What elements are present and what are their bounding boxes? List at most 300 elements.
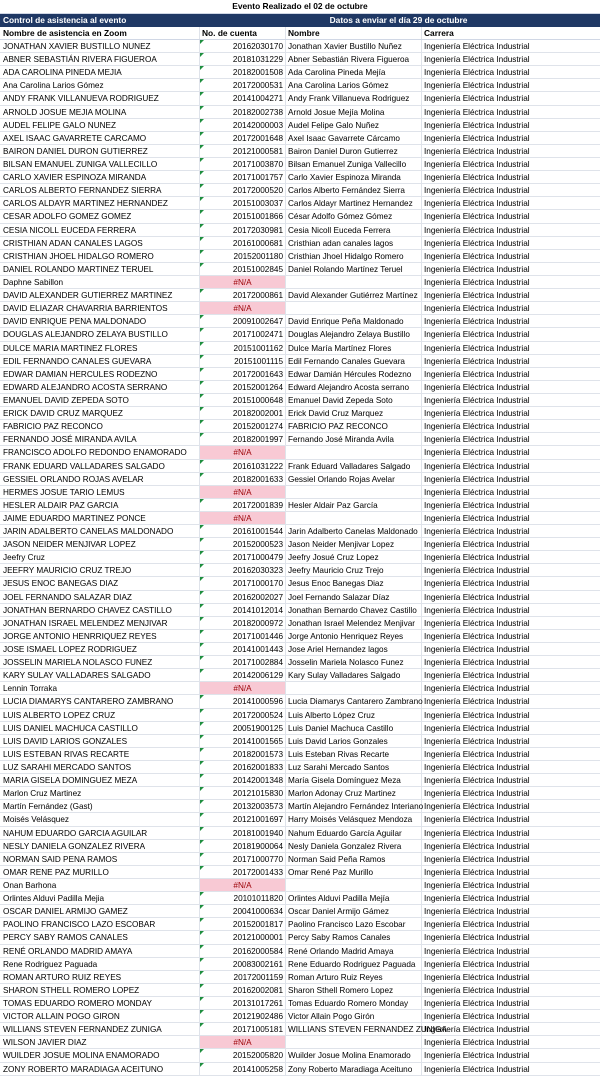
cell-account-number[interactable]: 20172001159 xyxy=(200,971,286,983)
cell-zoom-name[interactable]: Orlintes Alduvi Padilla Mejia xyxy=(0,892,200,904)
cell-account-number[interactable]: 20091002647 xyxy=(200,315,286,327)
cell-name[interactable]: Jeefry Josué Cruz Lopez xyxy=(286,551,422,563)
cell-name[interactable]: Edwar Damián Hércules Rodezno xyxy=(286,368,422,380)
cell-account-number[interactable]: 20141012014 xyxy=(200,604,286,616)
cell-career[interactable]: Ingeniería Eléctrica Industrial xyxy=(424,802,530,812)
cell-name[interactable]: María Gisela Domínguez Meza xyxy=(286,774,422,786)
cell-name[interactable]: FABRICIO PAZ RECONCO xyxy=(286,420,422,432)
cell-zoom-name[interactable]: WILSON JAVIER DIAZ xyxy=(0,1036,200,1048)
cell-name[interactable]: Josselin Mariela Nolasco Funez xyxy=(286,656,422,668)
cell-zoom-name[interactable]: RENÉ ORLANDO MADRID AMAYA xyxy=(0,945,200,957)
cell-zoom-name[interactable]: CARLO XAVIER ESPINOZA MIRANDA xyxy=(0,171,200,183)
cell-career[interactable]: Ingeniería Eléctrica Industrial xyxy=(424,776,530,786)
cell-account-number[interactable]: 20141001443 xyxy=(200,643,286,655)
cell-zoom-name[interactable]: GESSIEL ORLANDO ROJAS AVELAR xyxy=(0,473,200,485)
cell-account-number[interactable]: #N/A xyxy=(200,446,286,458)
cell-name[interactable] xyxy=(286,486,422,498)
cell-career[interactable]: Ingeniería Eléctrica Industrial xyxy=(424,658,530,668)
cell-zoom-name[interactable]: Lennin Torraka xyxy=(0,682,200,694)
cell-zoom-name[interactable]: FABRICIO PAZ RECONCO xyxy=(0,420,200,432)
cell-zoom-name[interactable]: TOMAS EDUARDO ROMERO MONDAY xyxy=(0,997,200,1009)
cell-career[interactable]: Ingeniería Eléctrica Industrial xyxy=(424,867,530,877)
cell-career[interactable]: Ingeniería Eléctrica Industrial xyxy=(424,448,530,458)
cell-zoom-name[interactable]: JOEL FERNANDO SALAZAR DIAZ xyxy=(0,591,200,603)
cell-name[interactable]: Daniel Rolando Martínez Teruel xyxy=(286,263,422,275)
cell-zoom-name[interactable]: LUIS ESTEBAN RIVAS RECARTE xyxy=(0,748,200,760)
cell-zoom-name[interactable]: JARIN ADALBERTO CANELAS MALDONADO xyxy=(0,525,200,537)
cell-zoom-name[interactable]: JASON NEIDER MENJIVAR LOPEZ xyxy=(0,538,200,550)
cell-name[interactable]: Jonathan Xavier Bustillo Nuñez xyxy=(286,40,422,52)
cell-zoom-name[interactable]: JESUS ENOC BANEGAS DIAZ xyxy=(0,577,200,589)
cell-career[interactable]: Ingeniería Eléctrica Industrial xyxy=(424,55,530,65)
cell-zoom-name[interactable]: HESLER ALDAIR PAZ GARCIA xyxy=(0,499,200,511)
cell-account-number[interactable]: 20083002161 xyxy=(200,958,286,970)
cell-career[interactable]: Ingeniería Eléctrica Industrial xyxy=(424,186,530,196)
cell-zoom-name[interactable]: CRISTHIAN ADAN CANALES LAGOS xyxy=(0,237,200,249)
cell-account-number[interactable]: 20161031222 xyxy=(200,460,286,472)
cell-account-number[interactable]: 20132003573 xyxy=(200,800,286,812)
cell-account-number[interactable]: 20182001573 xyxy=(200,748,286,760)
cell-account-number[interactable]: 20121001697 xyxy=(200,813,286,825)
cell-career[interactable]: Ingeniería Eléctrica Industrial xyxy=(424,723,530,733)
cell-account-number[interactable]: 20151001115 xyxy=(200,355,286,367)
cell-career[interactable]: Ingeniería Eléctrica Industrial xyxy=(424,907,530,917)
cell-career[interactable]: Ingeniería Eléctrica Industrial xyxy=(424,461,530,471)
cell-zoom-name[interactable]: Moisés Velásquez xyxy=(0,813,200,825)
cell-account-number[interactable]: 20142001348 xyxy=(200,774,286,786)
cell-name[interactable]: Fernando José Miranda Avila xyxy=(286,433,422,445)
cell-account-number[interactable]: 20171002884 xyxy=(200,656,286,668)
cell-account-number[interactable]: 20172000524 xyxy=(200,709,286,721)
cell-zoom-name[interactable]: FRANK EDUARD VALLADARES SALGADO xyxy=(0,460,200,472)
cell-zoom-name[interactable]: LUCIA DIAMARYS CANTARERO ZAMBRANO xyxy=(0,695,200,707)
cell-career[interactable]: Ingeniería Eléctrica Industrial xyxy=(424,81,530,91)
cell-zoom-name[interactable]: NESLY DANIELA GONZALEZ RIVERA xyxy=(0,840,200,852)
cell-name[interactable]: Cesia Nicoll Euceda Ferrera xyxy=(286,224,422,236)
cell-name[interactable]: Jarin Adalberto Canelas Maldonado xyxy=(286,525,422,537)
cell-zoom-name[interactable]: EDWARD ALEJANDRO ACOSTA SERRANO xyxy=(0,381,200,393)
cell-zoom-name[interactable]: Ana Carolina Larios Gómez xyxy=(0,79,200,91)
cell-career[interactable]: Ingeniería Eléctrica Industrial xyxy=(424,474,530,484)
cell-name[interactable]: Martín Alejandro Fernández Interiano xyxy=(288,802,424,812)
cell-career[interactable]: Ingeniería Eléctrica Industrial xyxy=(424,264,530,274)
cell-name[interactable]: Roman Arturo Ruiz Reyes xyxy=(286,971,422,983)
cell-career[interactable]: Ingeniería Eléctrica Industrial xyxy=(424,749,530,759)
cell-account-number[interactable]: 20131017261 xyxy=(200,997,286,1009)
cell-zoom-name[interactable]: EDWAR DAMIAN HERCULES RODEZNO xyxy=(0,368,200,380)
cell-name[interactable]: Norman Said Peña Ramos xyxy=(286,853,422,865)
cell-name[interactable] xyxy=(286,1036,422,1048)
cell-zoom-name[interactable]: OMAR RENE PAZ MURILLO xyxy=(0,866,200,878)
cell-career[interactable]: Ingeniería Eléctrica Industrial xyxy=(424,409,530,419)
cell-name[interactable]: Rene Eduardo Rodriguez Paguada xyxy=(286,958,422,970)
cell-career[interactable]: Ingeniería Eléctrica Industrial xyxy=(424,854,530,864)
cell-career[interactable]: Ingeniería Eléctrica Industrial xyxy=(424,133,530,143)
cell-zoom-name[interactable]: OSCAR DANIEL ARMIJO GAMEZ xyxy=(0,905,200,917)
cell-name[interactable]: David Alexander Gutiérrez Martínez xyxy=(286,289,422,301)
cell-zoom-name[interactable]: DOUGLAS ALEJANDRO ZELAYA BUSTILLO xyxy=(0,328,200,340)
cell-account-number[interactable]: 20041000634 xyxy=(200,905,286,917)
cell-account-number[interactable]: 20162001833 xyxy=(200,761,286,773)
cell-zoom-name[interactable]: PAOLINO FRANCISCO LAZO ESCOBAR xyxy=(0,918,200,930)
cell-account-number[interactable]: #N/A xyxy=(200,879,286,891)
cell-career[interactable]: Ingeniería Eléctrica Industrial xyxy=(424,631,530,641)
cell-career[interactable]: Ingeniería Eléctrica Industrial xyxy=(424,998,530,1008)
cell-zoom-name[interactable]: JONATHAN BERNARDO CHAVEZ CASTILLO xyxy=(0,604,200,616)
cell-zoom-name[interactable]: BILSAN EMANUEL ZUNIGA VALLECILLO xyxy=(0,158,200,170)
cell-account-number[interactable]: 20181031229 xyxy=(200,53,286,65)
cell-name[interactable]: Zony Roberto Maradiaga Aceituno xyxy=(286,1063,422,1075)
cell-career[interactable]: Ingeniería Eléctrica Industrial xyxy=(424,697,530,707)
cell-account-number[interactable]: 20162000584 xyxy=(200,945,286,957)
cell-zoom-name[interactable]: NAHUM EDUARDO GARCIA AGUILAR xyxy=(0,827,200,839)
cell-name[interactable]: Luis Alberto López Cruz xyxy=(286,709,422,721)
cell-name[interactable]: Abner Sebastián Rivera Figueroa xyxy=(286,53,422,65)
cell-career[interactable]: Ingeniería Eléctrica Industrial xyxy=(424,94,530,104)
cell-account-number[interactable]: 20182002001 xyxy=(200,407,286,419)
cell-zoom-name[interactable]: MARIA GISELA DOMINGUEZ MEZA xyxy=(0,774,200,786)
column-header-career[interactable]: Carrera xyxy=(424,28,454,38)
cell-name[interactable]: Oscar Daniel Armijo Gámez xyxy=(286,905,422,917)
cell-career[interactable]: Ingeniería Eléctrica Industrial xyxy=(424,238,530,248)
cell-account-number[interactable]: 20161001544 xyxy=(200,525,286,537)
cell-name[interactable]: Frank Eduard Valladares Salgado xyxy=(286,460,422,472)
cell-account-number[interactable]: 20162030323 xyxy=(200,564,286,576)
cell-account-number[interactable]: 20181900064 xyxy=(200,840,286,852)
cell-name[interactable] xyxy=(286,302,422,314)
cell-name[interactable]: Jeefry Mauricio Cruz Trejo xyxy=(286,564,422,576)
cell-name[interactable]: Nahum Eduardo García Aguilar xyxy=(286,827,422,839)
cell-career[interactable]: Ingeniería Eléctrica Industrial xyxy=(424,382,530,392)
cell-account-number[interactable]: 20101011820 xyxy=(200,892,286,904)
cell-career[interactable]: Ingeniería Eléctrica Industrial xyxy=(424,553,530,563)
cell-career[interactable]: Ingeniería Eléctrica Industrial xyxy=(424,343,530,353)
cell-career[interactable]: Ingeniería Eléctrica Industrial xyxy=(424,763,530,773)
cell-account-number[interactable]: 20141001565 xyxy=(200,735,286,747)
cell-zoom-name[interactable]: BAIRON DANIEL DURON GUTIERREZ xyxy=(0,145,200,157)
cell-zoom-name[interactable]: JONATHAN ISRAEL MELENDEZ MENJIVAR xyxy=(0,617,200,629)
cell-career[interactable]: Ingeniería Eléctrica Industrial xyxy=(424,671,530,681)
cell-career[interactable]: Ingeniería Eléctrica Industrial xyxy=(424,710,530,720)
cell-zoom-name[interactable]: AUDEL FELIPE GALO NUNEZ xyxy=(0,119,200,131)
cell-career[interactable]: Ingeniería Eléctrica Industrial xyxy=(424,291,530,301)
cell-name[interactable]: Jesus Enoc Banegas Diaz xyxy=(286,577,422,589)
cell-career[interactable]: Ingeniería Eléctrica Industrial xyxy=(424,920,530,930)
cell-name[interactable]: Carlos Aldayr Martinez Hernandez xyxy=(286,197,422,209)
cell-zoom-name[interactable]: JOSSELIN MARIELA NOLASCO FUNEZ xyxy=(0,656,200,668)
cell-account-number[interactable]: 20151002845 xyxy=(200,263,286,275)
cell-name[interactable]: Cristhian Jhoel Hidalgo Romero xyxy=(286,250,422,262)
cell-account-number[interactable]: 20172000520 xyxy=(200,184,286,196)
cell-account-number[interactable]: 20181001940 xyxy=(200,827,286,839)
cell-career[interactable]: Ingeniería Eléctrica Industrial xyxy=(424,540,530,550)
cell-zoom-name[interactable]: Marlon Cruz Martinez xyxy=(0,787,200,799)
cell-account-number[interactable]: 20171000770 xyxy=(200,853,286,865)
cell-zoom-name[interactable]: SHARON STHELL ROMERO LOPEZ xyxy=(0,984,200,996)
cell-career[interactable]: Ingeniería Eléctrica Industrial xyxy=(424,894,530,904)
cell-career[interactable]: Ingeniería Eléctrica Industrial xyxy=(424,959,530,969)
cell-name[interactable]: Paolino Francisco Lazo Escobar xyxy=(286,918,422,930)
cell-name[interactable]: Jason Neider Menjivar Lopez xyxy=(286,538,422,550)
cell-career[interactable]: Ingeniería Eléctrica Industrial xyxy=(424,68,530,78)
cell-account-number[interactable]: 20182001508 xyxy=(200,66,286,78)
cell-zoom-name[interactable]: ANDY FRANK VILLANUEVA RODRIGUEZ xyxy=(0,92,200,104)
cell-account-number[interactable]: #N/A xyxy=(200,682,286,694)
cell-name[interactable]: Hesler Aldair Paz García xyxy=(286,499,422,511)
cell-career[interactable]: Ingeniería Eléctrica Industrial xyxy=(424,605,530,615)
cell-account-number[interactable]: 20172001839 xyxy=(200,499,286,511)
cell-name[interactable]: Luis Esteban Rivas Recarte xyxy=(286,748,422,760)
cell-account-number[interactable]: 20121000001 xyxy=(200,931,286,943)
cell-career[interactable]: Ingeniería Eléctrica Industrial xyxy=(424,225,530,235)
cell-name[interactable] xyxy=(286,682,422,694)
cell-name[interactable]: Bairon Daniel Duron Gutierrez xyxy=(286,145,422,157)
cell-zoom-name[interactable]: WUILDER JOSUE MOLINA ENAMORADO xyxy=(0,1049,200,1061)
cell-career[interactable]: Ingeniería Eléctrica Industrial xyxy=(424,356,530,366)
cell-name[interactable]: Kary Sulay Valladares Salgado xyxy=(286,669,422,681)
cell-zoom-name[interactable]: DAVID ELIAZAR CHAVARRIA BARRIENTOS xyxy=(0,302,200,314)
cell-career[interactable]: Ingeniería Eléctrica Industrial xyxy=(424,1064,530,1074)
cell-name[interactable]: Percy Saby Ramos Canales xyxy=(286,931,422,943)
cell-zoom-name[interactable]: HERMES JOSUE TARIO LEMUS xyxy=(0,486,200,498)
cell-career[interactable]: Ingeniería Eléctrica Industrial xyxy=(424,500,530,510)
cell-career[interactable]: Ingeniería Eléctrica Industrial xyxy=(424,828,530,838)
cell-account-number[interactable]: 20171001446 xyxy=(200,630,286,642)
cell-career[interactable]: Ingeniería Eléctrica Industrial xyxy=(424,1051,530,1061)
cell-zoom-name[interactable]: DULCE MARIA MARTINEZ FLORES xyxy=(0,342,200,354)
cell-name[interactable]: David Enrique Peña Maldonado xyxy=(286,315,422,327)
cell-account-number[interactable]: 20121902486 xyxy=(200,1010,286,1022)
cell-zoom-name[interactable]: CESAR ADOLFO GOMEZ GOMEZ xyxy=(0,210,200,222)
cell-career[interactable]: Ingeniería Eléctrica Industrial xyxy=(424,513,530,523)
cell-account-number[interactable]: 20182001633 xyxy=(200,473,286,485)
cell-career[interactable]: Ingeniería Eléctrica Industrial xyxy=(424,304,530,314)
cell-account-number[interactable]: 20162002027 xyxy=(200,591,286,603)
cell-zoom-name[interactable]: NORMAN SAID PENA RAMOS xyxy=(0,853,200,865)
cell-name[interactable]: Lucia Diamarys Cantarero Zambrano xyxy=(288,697,423,707)
cell-name[interactable]: Axel Isaac Gavarrete Cárcamo xyxy=(286,132,422,144)
cell-career[interactable]: Ingeniería Eléctrica Industrial xyxy=(424,1012,530,1022)
cell-zoom-name[interactable]: LUIS DAVID LARIOS GONZALES xyxy=(0,735,200,747)
cell-career[interactable]: Ingeniería Eléctrica Industrial xyxy=(424,618,530,628)
cell-name[interactable]: Victor Allain Pogo Girón xyxy=(286,1010,422,1022)
cell-name[interactable]: Tomas Eduardo Romero Monday xyxy=(286,997,422,1009)
cell-account-number[interactable]: 20152001180 xyxy=(200,250,286,262)
column-header-zoom-name[interactable]: Nombre de asistencia en Zoom xyxy=(0,27,200,39)
cell-zoom-name[interactable]: Jeefry Cruz xyxy=(0,551,200,563)
cell-career[interactable]: Ingeniería Eléctrica Industrial xyxy=(424,1038,530,1048)
cell-account-number[interactable]: 20161000681 xyxy=(200,237,286,249)
cell-career[interactable]: Ingeniería Eléctrica Industrial xyxy=(424,684,530,694)
cell-zoom-name[interactable]: CRISTHIAN JHOEL HIDALGO ROMERO xyxy=(0,250,200,262)
cell-zoom-name[interactable]: DAVID ENRIQUE PENA MALDONADO xyxy=(0,315,200,327)
cell-zoom-name[interactable]: CESIA NICOLL EUCEDA FERRERA xyxy=(0,224,200,236)
cell-account-number[interactable]: 20171002471 xyxy=(200,328,286,340)
cell-account-number[interactable]: 20152005820 xyxy=(200,1049,286,1061)
cell-zoom-name[interactable]: JEEFRY MAURICIO CRUZ TREJO xyxy=(0,564,200,576)
cell-zoom-name[interactable]: LUIS DANIEL MACHUCA CASTILLO xyxy=(0,722,200,734)
cell-career[interactable]: Ingeniería Eléctrica Industrial xyxy=(424,1025,530,1035)
cell-name[interactable]: Douglas Alejandro Zelaya Bustillo xyxy=(286,328,422,340)
cell-name[interactable]: Andy Frank Villanueva Rodriguez xyxy=(286,92,422,104)
cell-career[interactable]: Ingeniería Eléctrica Industrial xyxy=(424,946,530,956)
cell-name[interactable]: Dulce María Martínez Flores xyxy=(286,342,422,354)
attendance-control-header[interactable]: Control de asistencia al evento xyxy=(3,15,127,25)
cell-account-number[interactable]: 20121015830 xyxy=(200,787,286,799)
cell-zoom-name[interactable]: KARY SULAY VALLADARES SALGADO xyxy=(0,669,200,681)
cell-account-number[interactable]: 20141000596 xyxy=(200,695,286,707)
cell-account-number[interactable]: 20171000479 xyxy=(200,551,286,563)
cell-account-number[interactable]: 20121000581 xyxy=(200,145,286,157)
cell-account-number[interactable]: #N/A xyxy=(200,512,286,524)
cell-career[interactable]: Ingeniería Eléctrica Industrial xyxy=(424,645,530,655)
cell-account-number[interactable]: 20171003870 xyxy=(200,158,286,170)
cell-name[interactable] xyxy=(286,446,422,458)
cell-account-number[interactable]: 20172030981 xyxy=(200,224,286,236)
cell-career[interactable]: Ingeniería Eléctrica Industrial xyxy=(424,395,530,405)
cell-career[interactable]: Ingeniería Eléctrica Industrial xyxy=(424,317,530,327)
cell-zoom-name[interactable]: WILLIANS STEVEN FERNANDEZ ZUNIGA xyxy=(0,1023,200,1035)
cell-account-number[interactable]: 20151000648 xyxy=(200,394,286,406)
cell-name[interactable]: Marlon Adonay Cruz Martinez xyxy=(286,787,422,799)
cell-name[interactable]: Nesly Daniela Gonzalez Rivera xyxy=(286,840,422,852)
sheet-title[interactable]: Evento Realizado el 02 de octubre xyxy=(0,0,600,14)
cell-career[interactable]: Ingeniería Eléctrica Industrial xyxy=(424,985,530,995)
cell-account-number[interactable]: 20141005258 xyxy=(200,1063,286,1075)
cell-career[interactable]: Ingeniería Eléctrica Industrial xyxy=(424,789,530,799)
cell-name[interactable]: Jose Ariel Hernandez lagos xyxy=(286,643,422,655)
cell-zoom-name[interactable]: ZONY ROBERTO MARADIAGA ACEITUNO xyxy=(0,1063,200,1075)
cell-zoom-name[interactable]: CARLOS ALBERTO FERNANDEZ SIERRA xyxy=(0,184,200,196)
cell-name[interactable]: Arnold Josue Mejía Molina xyxy=(286,106,422,118)
cell-name[interactable] xyxy=(286,879,422,891)
cell-name[interactable]: Carlo Xavier Espinoza Miranda xyxy=(286,171,422,183)
cell-account-number[interactable]: 20171001757 xyxy=(200,171,286,183)
cell-career[interactable]: Ingeniería Eléctrica Industrial xyxy=(424,42,530,51)
cell-name[interactable]: César Adolfo Gómez Gómez xyxy=(286,210,422,222)
cell-zoom-name[interactable]: CARLOS ALDAYR MARTINEZ HERNANDEZ xyxy=(0,197,200,209)
cell-account-number[interactable]: 20172001643 xyxy=(200,368,286,380)
cell-name[interactable]: Joel Fernando Salazar Díaz xyxy=(286,591,422,603)
cell-account-number[interactable]: 20142000003 xyxy=(200,119,286,131)
cell-account-number[interactable]: 20162002081 xyxy=(200,984,286,996)
cell-account-number[interactable]: 20172000531 xyxy=(200,79,286,91)
cell-zoom-name[interactable]: JAIME EDUARDO MARTINEZ PONCE xyxy=(0,512,200,524)
cell-name[interactable]: Omar René Paz Murillo xyxy=(286,866,422,878)
cell-career[interactable]: Ingeniería Eléctrica Industrial xyxy=(424,435,530,445)
cell-account-number[interactable]: #N/A xyxy=(200,1036,286,1048)
cell-account-number[interactable]: #N/A xyxy=(200,276,286,288)
cell-name[interactable] xyxy=(286,512,422,524)
cell-career[interactable]: Ingeniería Eléctrica Industrial xyxy=(424,841,530,851)
cell-account-number[interactable]: 20172000861 xyxy=(200,289,286,301)
cell-career[interactable]: Ingeniería Eléctrica Industrial xyxy=(424,579,530,589)
cell-career[interactable]: Ingeniería Eléctrica Industrial xyxy=(424,159,530,169)
cell-account-number[interactable]: 20182002738 xyxy=(200,106,286,118)
cell-name[interactable]: Cristhian adan canales lagos xyxy=(286,237,422,249)
cell-career[interactable]: Ingeniería Eléctrica Industrial xyxy=(424,736,530,746)
cell-zoom-name[interactable]: AXEL ISAAC GAVARRETE CARCAMO xyxy=(0,132,200,144)
cell-zoom-name[interactable]: ARNOLD JOSUE MEJIA MOLINA xyxy=(0,106,200,118)
cell-name[interactable]: Luz Sarahi Mercado Santos xyxy=(286,761,422,773)
cell-career[interactable]: Ingeniería Eléctrica Industrial xyxy=(424,199,530,209)
cell-name[interactable]: WILLIANS STEVEN FERNANDEZ ZUNIGA xyxy=(288,1025,447,1035)
cell-account-number[interactable]: #N/A xyxy=(200,486,286,498)
cell-career[interactable]: Ingeniería Eléctrica Industrial xyxy=(424,120,530,130)
cell-zoom-name[interactable]: ERICK DAVID CRUZ MARQUEZ xyxy=(0,407,200,419)
cell-name[interactable]: Bilsan Emanuel Zuniga Vallecillo xyxy=(286,158,422,170)
cell-name[interactable]: Ada Carolina Pineda Mejía xyxy=(286,66,422,78)
cell-name[interactable]: Erick David Cruz Marquez xyxy=(286,407,422,419)
cell-zoom-name[interactable]: PERCY SABY RAMOS CANALES xyxy=(0,931,200,943)
cell-account-number[interactable]: 20152000523 xyxy=(200,538,286,550)
cell-account-number[interactable]: 20171000170 xyxy=(200,577,286,589)
cell-account-number[interactable]: 20172001648 xyxy=(200,132,286,144)
cell-name[interactable]: Jorge Antonio Henriquez Reyes xyxy=(286,630,422,642)
cell-career[interactable]: Ingeniería Eléctrica Industrial xyxy=(424,277,530,287)
cell-name[interactable]: Jonathan Israel Melendez Menjivar xyxy=(286,617,422,629)
cell-zoom-name[interactable]: FRANCISCO ADOLFO REDONDO ENAMORADO xyxy=(0,446,200,458)
cell-account-number[interactable]: 20182001997 xyxy=(200,433,286,445)
cell-account-number[interactable]: 20171005181 xyxy=(200,1023,286,1035)
cell-zoom-name[interactable]: EDIL FERNANDO CANALES GUEVARA xyxy=(0,355,200,367)
cell-career[interactable]: Ingeniería Eléctrica Industrial xyxy=(424,815,530,825)
cell-career[interactable]: Ingeniería Eléctrica Industrial xyxy=(424,173,530,183)
cell-zoom-name[interactable]: JONATHAN XAVIER BUSTILLO NUNEZ xyxy=(0,40,200,52)
cell-name[interactable]: Edward Alejandro Acosta serrano xyxy=(286,381,422,393)
cell-account-number[interactable]: 20172001433 xyxy=(200,866,286,878)
cell-name[interactable]: Emanuel David Zepeda Soto xyxy=(286,394,422,406)
cell-career[interactable]: Ingeniería Eléctrica Industrial xyxy=(424,881,530,890)
cell-zoom-name[interactable]: EMANUEL DAVID ZEPEDA SOTO xyxy=(0,394,200,406)
cell-career[interactable]: Ingeniería Eléctrica Industrial xyxy=(424,566,530,576)
cell-account-number[interactable]: 20152001274 xyxy=(200,420,286,432)
cell-name[interactable]: Luis Daniel Machuca Castillo xyxy=(286,722,422,734)
cell-name[interactable]: Luis David Larios Gonzales xyxy=(286,735,422,747)
cell-account-number[interactable]: 20142006129 xyxy=(200,669,286,681)
cell-account-number[interactable]: 20051900125 xyxy=(200,722,286,734)
cell-name[interactable]: Edil Fernando Canales Guevara xyxy=(286,355,422,367)
cell-account-number[interactable]: #N/A xyxy=(200,302,286,314)
cell-account-number[interactable]: 20162030170 xyxy=(200,40,286,52)
cell-career[interactable]: Ingeniería Eléctrica Industrial xyxy=(424,527,530,537)
data-to-send-header[interactable]: Datos a enviar el día 29 de octubre xyxy=(329,15,468,25)
cell-zoom-name[interactable]: Daphne Sabillon xyxy=(0,276,200,288)
cell-zoom-name[interactable]: LUZ SARAHI MERCADO SANTOS xyxy=(0,761,200,773)
cell-career[interactable]: Ingeniería Eléctrica Industrial xyxy=(424,369,530,379)
cell-zoom-name[interactable]: JORGE ANTONIO HENRRIQUEZ REYES xyxy=(0,630,200,642)
cell-name[interactable]: Harry Moisés Velásquez Mendoza xyxy=(286,813,422,825)
cell-account-number[interactable]: 20151001866 xyxy=(200,210,286,222)
cell-career[interactable]: Ingeniería Eléctrica Industrial xyxy=(424,933,530,943)
cell-name[interactable]: Gessiel Orlando Rojas Avelar xyxy=(286,473,422,485)
cell-name[interactable]: Orlintes Alduvi Padilla Mejía xyxy=(286,892,422,904)
cell-account-number[interactable]: 20141004271 xyxy=(200,92,286,104)
cell-zoom-name[interactable]: DANIEL ROLANDO MARTINEZ TERUEL xyxy=(0,263,200,275)
cell-career[interactable]: Ingeniería Eléctrica Industrial xyxy=(424,422,530,432)
cell-name[interactable]: Wuilder Josue Molina Enamorado xyxy=(286,1049,422,1061)
cell-zoom-name[interactable]: DAVID ALEXANDER GUTIERREZ MARTINEZ xyxy=(0,289,200,301)
cell-name[interactable]: Ana Carolina Larios Gómez xyxy=(286,79,422,91)
cell-zoom-name[interactable]: Martín Fernández (Gast) xyxy=(0,800,200,812)
cell-career[interactable]: Ingeniería Eléctrica Industrial xyxy=(424,212,530,222)
cell-career[interactable]: Ingeniería Eléctrica Industrial xyxy=(424,330,530,340)
cell-career[interactable]: Ingeniería Eléctrica Industrial xyxy=(424,251,530,261)
cell-zoom-name[interactable]: ABNER SEBASTIÁN RIVERA FIGUEROA xyxy=(0,53,200,65)
cell-name[interactable]: Audel Felipe Galo Nuñez xyxy=(286,119,422,131)
cell-career[interactable]: Ingeniería Eléctrica Industrial xyxy=(424,972,530,982)
cell-account-number[interactable]: 20152001817 xyxy=(200,918,286,930)
